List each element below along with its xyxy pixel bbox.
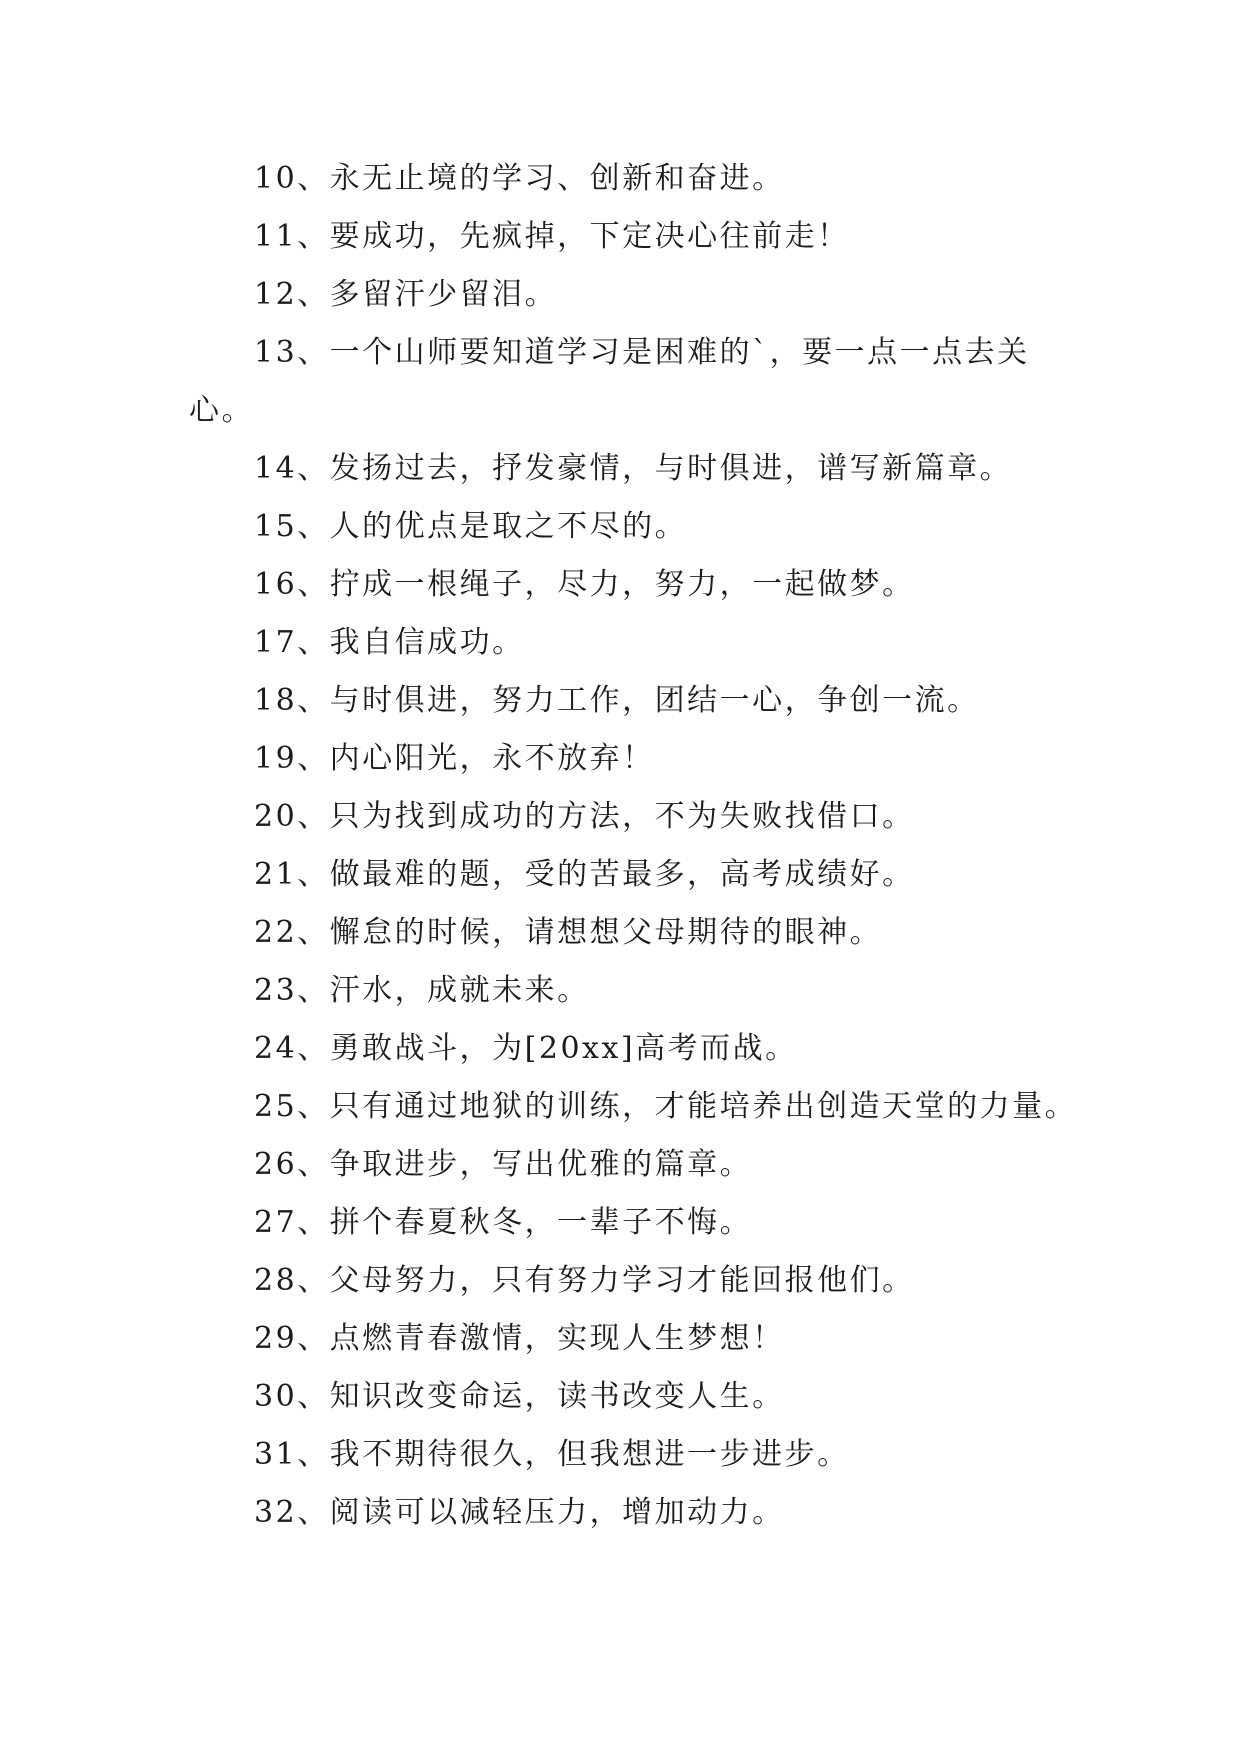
- list-item: 20、只为找到成功的方法，不为失败找借口。: [254, 799, 915, 834]
- list-item: 24、勇敢战斗，为[20xx]高考而战。: [254, 1031, 798, 1066]
- slogan-list: [189, 150, 1078, 1542]
- list-item: 16、拧成一根绳子，尽力，努力，一起做梦。: [254, 567, 915, 602]
- list-item: 15、人的优点是取之不尽的。: [254, 509, 688, 544]
- list-item: 22、懈怠的时候，请想想父母期待的眼神。: [254, 915, 883, 950]
- list-item: 14、发扬过去，抒发豪情，与时俱进，谱写新篇章。: [254, 451, 1013, 486]
- list-item: 32、阅读可以减轻压力，增加动力。: [254, 1495, 785, 1530]
- list-item: 30、知识改变命运，读书改变人生。: [254, 1379, 785, 1414]
- list-item: 31、我不期待很久，但我想进一步进步。: [254, 1437, 850, 1472]
- list-item: 12、多留汗少留泪。: [254, 277, 558, 312]
- list-item: 19、内心阳光，永不放弃！: [254, 741, 655, 776]
- list-item: 18、与时俱进，努力工作，团结一心，争创一流。: [254, 683, 980, 718]
- list-item: 23、汗水，成就未来。: [254, 973, 590, 1008]
- list-item: 13、一个山师要知道学习是困难的`，要一点一点去关: [254, 335, 1030, 370]
- list-item: 27、拼个春夏秋冬，一辈子不悔。: [254, 1205, 753, 1240]
- list-item: 28、父母努力，只有努力学习才能回报他们。: [254, 1263, 915, 1298]
- list-item: 29、点燃青春激情，实现人生梦想！: [254, 1321, 785, 1356]
- list-item: 26、争取进步，写出优雅的篇章。: [254, 1147, 753, 1182]
- list-item: 17、我自信成功。: [254, 625, 525, 660]
- list-item-continuation: 心。: [189, 393, 254, 428]
- list-item: 21、做最难的题，受的苦最多，高考成绩好。: [254, 857, 915, 892]
- list-item: 10、永无止境的学习、创新和奋进。: [254, 161, 785, 196]
- list-item: 11、要成功，先疯掉，下定决心往前走！: [254, 219, 850, 254]
- list-item: 25、只有通过地狱的训练，才能培养出创造天堂的力量。: [254, 1089, 1078, 1124]
